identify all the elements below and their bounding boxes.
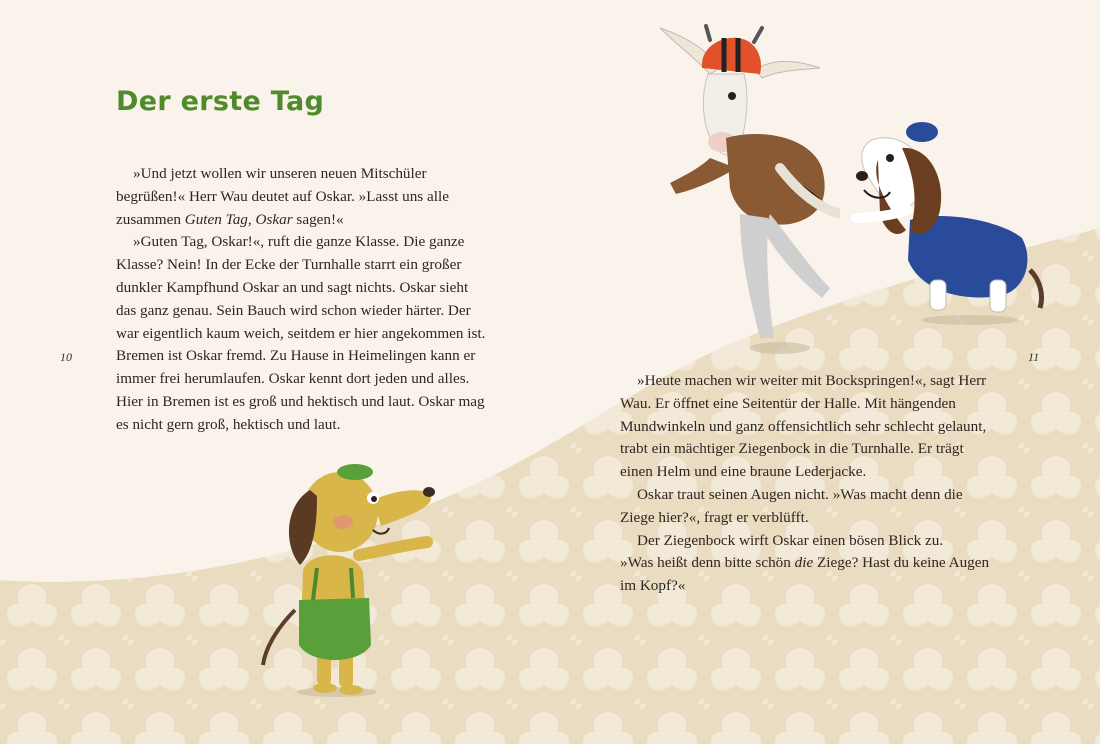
page-number-right: 11 <box>1028 350 1040 364</box>
paragraph: »Guten Tag, Oskar!«, ruft die ganze Klasse. Die ganze Klasse? Nein! In der Ecke der Turnhalle starrt ein großer dunkler Kampfhund Oskar an und sagt nichts. Oskar sieht das ganz genau. Sein Bauch wird schon wieder härter. Der war eigentlich kaum weich, seitdem er hier angekommen ist. Bremen ist Oskar fremd. Zu Hause in Heimelingen kann er immer frei herumlaufen. Oskar kennt dort jeden und alles. Hier in Bremen ist es groß und hektisch und laut. Oskar mag es nicht gern groß, hektisch und laut. <box>116 233 486 433</box>
paragraph: Der Ziegenbock wirft Oskar einen bösen Blick zu. <box>637 531 944 549</box>
page-number-left: 10 <box>60 350 72 364</box>
oskar-dog-icon <box>255 450 440 700</box>
goat-with-helmet-icon <box>640 18 840 358</box>
right-page-text <box>620 370 992 598</box>
paragraph: Oskar traut seinen Augen nicht. »Was macht denn die Ziege hier?«, fragt er verblüfft. <box>620 485 963 526</box>
chapter-title: Der erste Tag <box>116 86 325 117</box>
left-page-text <box>116 163 488 437</box>
paragraph: »Und jetzt wollen wir unseren neuen Mitschüler begrüßen!« Herr Wau deutet auf Oskar. »Lasst uns alle zusammen Guten Tag, Oskar sagen!« <box>116 165 449 228</box>
paragraph: »Was heißt denn bitte schön die Ziege? Hast du keine Augen im Kopf?« <box>620 554 990 595</box>
basset-dog-icon <box>850 120 1050 330</box>
paragraph: »Heute machen wir weiter mit Bockspringen!«, sagt Herr Wau. Er öffnet eine Seitentür der Halle. Mit hängenden Mundwinkeln und ganz offensichtlich sehr schlecht gelaunt, trabt ein mächtiger Ziegenbock in die Turnhalle. Er trägt einen Helm und eine braune Lederjacke. <box>620 372 987 481</box>
